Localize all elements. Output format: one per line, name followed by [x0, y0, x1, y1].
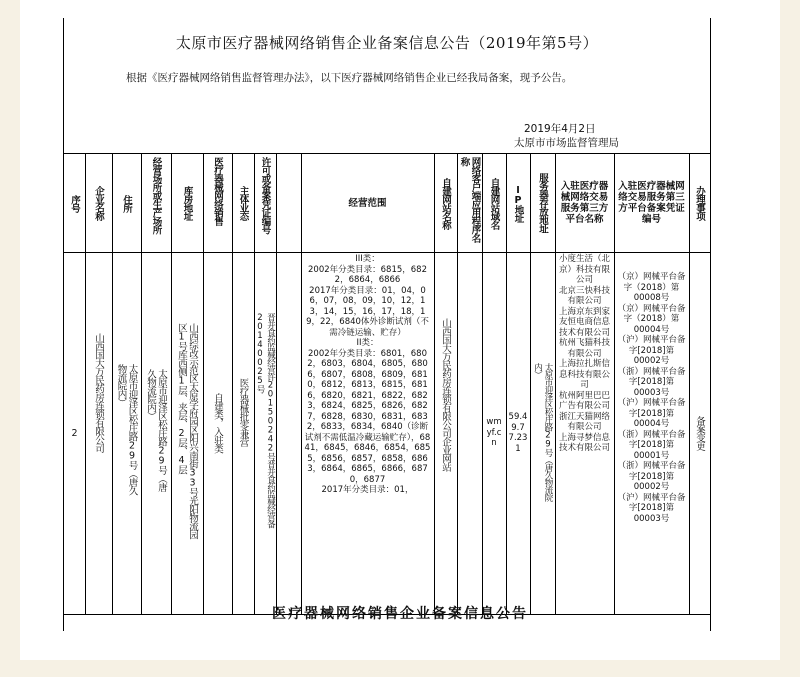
header-cell: 医疗器械网络销售 [212, 157, 223, 225]
row-app-name [457, 252, 482, 614]
row-server-address: 太原市迎泽区松庄路29号（唐久物流院内） [532, 363, 553, 501]
header-cell: 住所 [121, 194, 132, 212]
row-blank-cell [276, 252, 301, 614]
header-cell: 服务器存放地址 [537, 173, 548, 233]
row-license-number: 晋并食药监械经营许20150242号晋并食药监械经营备20140025号 [255, 313, 276, 528]
row-remark: 备案变更 [694, 416, 705, 450]
header-cell: 主体业态 [237, 186, 249, 220]
row-business-entity: 医疗器械批零兼营 [237, 378, 249, 446]
header-cell: 自建网站名称 [440, 177, 451, 229]
intro-paragraph: 根据《医疗器械网络销售监督管理办法》，以下医疗器械网络销售企业已经我局备案，现予公告。 [126, 72, 573, 84]
row-platform-names: 小度生活（北京）科技有限公司 北京三快科技有限公司 上海京东到家友恒电商信息技术有限公司 杭州飞猫科技有限公司 上海拉扎斯信息科技有限公司 杭州阿里巴巴广告有限公司 浙江天猫网络有限公司 上海寻梦信息技术有限公司 [558, 254, 610, 453]
row-site-domain: wmyf.cn [486, 417, 502, 449]
row-seq: 2 [71, 427, 78, 439]
row-platform-certs: （京）网械平台备字（2018）第00008号 （京）网械平台备字（2018）第00004号 （沪）网械平台备字[2018]第00002号 （浙）网械平台备字[2018]第00003号 （沪）网械平台备字[2018]第00004号 （浙）网械平台备字[2018]第00001号 （浙）网械平台备字[2018]第00002号 （沪）网械平台备字[2018]第00003号 [617, 272, 686, 524]
row-residence: 太原市迎泽区松庄路29号（唐久物流院内） [115, 364, 138, 495]
row-site-name: 山西国大万民药房连锁有限公司企业网站 [440, 318, 451, 471]
row-premises: 太原市迎泽区松庄路29号（唐久物流院内） [145, 369, 167, 491]
document-title: 太原市医疗器械网络销售企业备案信息公告（2019年第5号） [175, 34, 599, 52]
row-business-scope: III类： 2002年分类目录：6815，6822，6864，6866 2017年分类目录：01，04，06，07，08，09，10，12，13，14，15，16，17，18，19，22，6840体外诊断试剂（不需冷链运输、贮存） II类： 2002年分类目录：6801，6802，6803，6804，6805，6806，6807，6808，6809，6810，6812，6813，6815，6816，6820，6821，6822，6823，6824，6825，6826，6827，6828，6830，6831，6832，6833，6834，6840（诊断试剂不需低温冷藏运输贮存），6841，6845，6846，6854，6855，6856，6857，6858，6863，6864，6865，6866，6870，6877 2017年分类目录：01， [304, 254, 431, 495]
header-cell: 网络客户端应用程序名称 [458, 157, 481, 242]
footer-caption: 医疗器械网络销售企业备案信息公告 [272, 606, 528, 622]
header-cell: 经营场所或生产场所 [150, 157, 162, 234]
announcement-document [63, 18, 711, 631]
header-cell: 办理事项 [694, 186, 705, 220]
header-cell: 序号 [69, 194, 80, 212]
header-cell: 库房地址 [181, 186, 193, 220]
header-cell: IP地址 [512, 184, 524, 222]
header-cell: 经营范围 [348, 197, 387, 209]
header-cell: 企业名称 [93, 186, 104, 220]
header-cell [276, 154, 301, 252]
header-cell: 入驻医疗器械网络交易服务第三方平台名称 [560, 181, 609, 225]
issuing-authority: 太原市市场监督管理局 [514, 137, 619, 149]
header-cell: 入驻医疗器械网络交易服务第三方平台备案凭证编号 [618, 181, 685, 225]
row-ip-address: 59.49.77.231 [508, 412, 528, 454]
issue-date: 2019年4月2日 [524, 123, 596, 135]
row-sales-type: 自建类，入驻类 [212, 393, 223, 453]
row-company-name: 山西国大万民药房连锁有限公司 [93, 333, 104, 452]
header-cell: 自建网站域名 [488, 177, 500, 229]
header-cell: 许可或备案凭证编号 [259, 157, 271, 234]
row-warehouse: 山西综改示范区太原学府园区阳兴南街33号光阳物流园区1号库西侧1层、夹层、2层、4层 [176, 323, 198, 539]
filing-table [64, 153, 710, 615]
